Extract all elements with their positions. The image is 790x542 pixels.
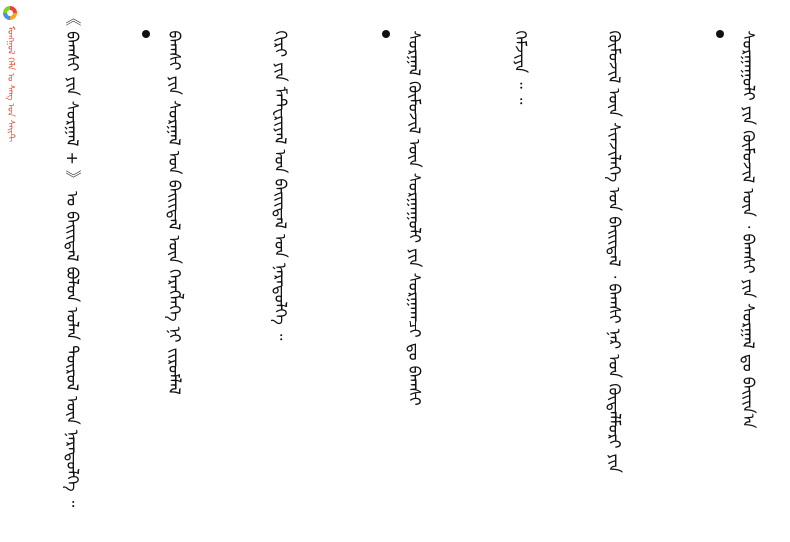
brand-sidebar: [0, 0, 40, 542]
paragraph-2-cont-2: [572, 10, 656, 535]
paragraph-2-line-1: ᠰᠤᠷᠭᠠᠯ ᠬᠦᠮᠦᠵᠢᠯ ᠦᠨ ᠰᠤᠷᠭᠠᠭᠤᠯᠢ ᠶᠢᠨ ᠰᠤᠷᠭᠠᠭᠴᠢ ᠳᠤ ᠪᠠᠭᠰᠢ: [405, 30, 424, 406]
article-content: [58, 10, 758, 535]
bullet-icon: [142, 30, 150, 38]
paragraph-1-cont: [238, 10, 322, 535]
paragraph-2-line-2: ᠬᠦᠮᠦᠵᠢᠯ ᠦᠨ ᠰᠢᠨᠵᠢᠯᠡᠭᠡ ᠤᠨ ᠪᠠᠢᠢᠳᠠᠯ ᠂ ᠪᠠᠭᠰᠢ ᠨᠠᠷ ᠤᠨ ᠬᠦᠳᠡᠯᠮᠦᠷᠢ ᠶᠢᠨ: [605, 30, 624, 473]
paragraph-2: [344, 10, 456, 535]
paragraph-1: [104, 10, 216, 535]
bullet-icon: [716, 30, 724, 38]
bullet-icon: [382, 30, 390, 38]
paragraph-1-line-2: ᠬᠢᠷᠢ ᠶᠢᠨ ᠮᠠᠲ᠋ᠧᠷᠢᠶᠠᠯ ᠤᠨ ᠪᠠᠢᠢᠳᠠᠯ ᠤᠨ ᠨᠡᠷᠡᠲᠦᠯᠭᠡ ᠃: [271, 30, 290, 341]
brand-logo-icon[interactable]: [3, 6, 17, 20]
paragraph-3-line-1: ᠰᠤᠷᠭᠠᠭᠤᠯᠢ ᠶᠢᠨ ᠬᠦᠮᠦᠵᠢᠯ ᠦᠨ ᠂ ᠪᠠᠭᠰᠢ ᠶᠢᠨ ᠰᠤᠷᠭᠠᠯ ᠳᠤ ᠪᠠᠢᠢᠨ᠎ᠠ: [739, 30, 758, 429]
article-title: 《 ᠪᠠᠭᠰᠢ ᠶᠢᠨ ᠰᠤᠷᠭᠠᠯ + 》 ᠤ ᠪᠠᠢᠢᠳᠠᠯ ᠪᠤᠯᠤᠨ ᠤᠯᠠᠨ ᠲᠥᠷᠥᠯ ᠦᠨ ᠨᠡᠷᠡᠲᠦᠯᠭᠡ ᠃: [63, 10, 82, 508]
brand-name[interactable]: ᠮᠤᠩᠭᠤᠯ ᠬᠡᠯᠡ ᠤ ᠰᠠᠩ ᠤᠨ ᠰᠠᠢᠲ: [5, 26, 15, 143]
paragraph-2-line-3: ᠬᠡᠮᠵᠢᠶᠡ ᠃ ᠃: [511, 30, 530, 105]
paragraph-2-cont: [478, 10, 562, 535]
paragraph-1-line-1: ᠪᠠᠭᠰᠢ ᠶᠢᠨ ᠰᠤᠷᠭᠠᠯ ᠤᠨ ᠪᠠᠢᠢᠳᠠᠯ ᠦᠨ ᠬᠡᠷᠡᠭᠯᠡᠭᠡ ᠨᠢ ᠵᠢᠷᠤᠮᠯᠠᠯ: [165, 30, 184, 395]
paragraph-3: [678, 10, 790, 535]
